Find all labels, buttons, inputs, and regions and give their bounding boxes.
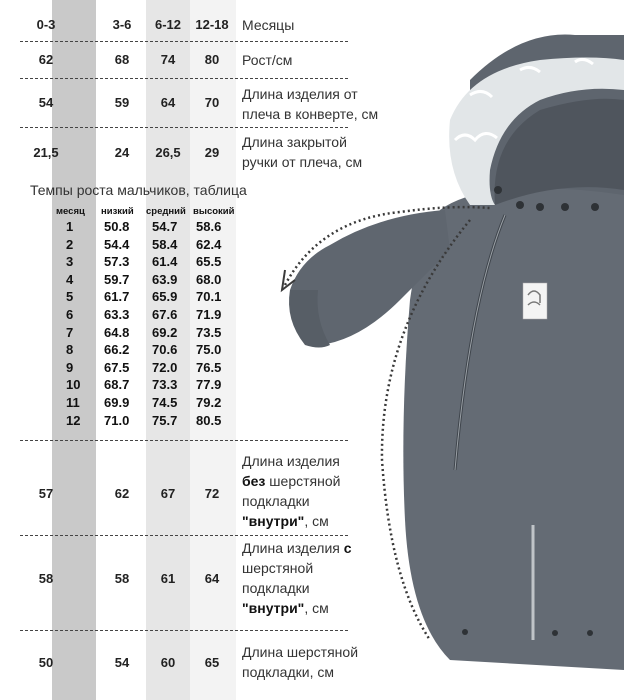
growth-table-cell: 75.0 bbox=[196, 342, 222, 358]
length-without-lining-cell: 62 bbox=[114, 486, 130, 501]
growth-table-cell: 71.0 bbox=[104, 412, 130, 428]
growth-table-cell: 11 bbox=[66, 395, 80, 410]
envelope-length-cell: 54 bbox=[38, 95, 54, 110]
size-cell: 12-18 bbox=[195, 17, 229, 32]
size-cell: 3-6 bbox=[112, 17, 132, 32]
mitten-length-cell: 21,5 bbox=[33, 145, 59, 160]
growth-table-cell: 58.6 bbox=[196, 219, 222, 234]
lining-length-cell: 50 bbox=[38, 655, 54, 670]
growth-table-cell: 65.5 bbox=[196, 254, 222, 270]
lining-length-cell: 60 bbox=[160, 655, 176, 670]
growth-header-mid: средний bbox=[146, 206, 186, 217]
height-cell: 68 bbox=[114, 52, 130, 67]
mitten-length-label: Длина закрытой ручки от плеча, см bbox=[242, 134, 363, 170]
mitten-length-cell: 29 bbox=[204, 145, 220, 160]
growth-table-cell: 67.5 bbox=[104, 359, 130, 375]
separator bbox=[20, 630, 348, 631]
envelope-length-cell: 64 bbox=[160, 95, 176, 110]
growth-table-cell: 9 bbox=[66, 359, 74, 375]
separator bbox=[20, 440, 348, 441]
length-with-lining-cell: 58 bbox=[114, 571, 130, 586]
mitten-length-cell: 26,5 bbox=[155, 145, 181, 160]
length-without-lining-cell: 67 bbox=[160, 486, 176, 501]
growth-table-cell: 69.2 bbox=[152, 324, 178, 340]
growth-header-low: низкий bbox=[101, 206, 134, 217]
growth-table-cell: 3 bbox=[66, 254, 74, 270]
growth-table-cell: 58.4 bbox=[152, 236, 178, 252]
growth-table-cell: 68.7 bbox=[104, 377, 130, 393]
separator bbox=[20, 41, 348, 42]
growth-table-cell: 70.1 bbox=[196, 289, 222, 305]
growth-table-cell: 59.7 bbox=[104, 271, 130, 287]
lining-length-cell: 65 bbox=[204, 655, 220, 670]
length-with-lining-cell: 64 bbox=[204, 571, 220, 586]
growth-table-cell: 64.8 bbox=[104, 324, 130, 340]
length-with-lining-cell: 61 bbox=[160, 571, 176, 586]
mitten-length-cell: 24 bbox=[114, 145, 130, 160]
growth-table-cell: 70.6 bbox=[152, 342, 178, 358]
growth-table-cell: 66.2 bbox=[104, 342, 130, 358]
growth-table-cell: 10 bbox=[66, 377, 81, 393]
separator bbox=[20, 127, 348, 128]
growth-header-high: высокий bbox=[193, 206, 235, 217]
growth-table-cell: 62.4 bbox=[196, 236, 222, 252]
separator bbox=[20, 535, 348, 536]
size-cell: 6-12 bbox=[154, 17, 182, 32]
size-cell: 0-3 bbox=[36, 17, 56, 32]
height-cell: 62 bbox=[38, 52, 54, 67]
height-label: Рост/см bbox=[242, 52, 293, 68]
sizes-label: Месяцы bbox=[242, 17, 295, 33]
growth-table-cell: 5 bbox=[66, 289, 74, 305]
growth-table-cell: 74.5 bbox=[152, 395, 178, 410]
growth-table-cell: 69.9 bbox=[104, 395, 130, 410]
growth-table-cell: 4 bbox=[66, 271, 74, 287]
growth-table-cell: 80.5 bbox=[196, 412, 222, 428]
separator bbox=[20, 78, 348, 79]
growth-table-cell: 6 bbox=[66, 307, 74, 322]
growth-table-cell: 12 bbox=[66, 412, 81, 428]
growth-table-cell: 2 bbox=[66, 236, 74, 252]
envelope-length-label: Длина изделия от плеча в конверте, см bbox=[242, 86, 379, 122]
growth-table-cell: 54.7 bbox=[152, 219, 178, 234]
growth-table-cell: 63.9 bbox=[152, 271, 178, 287]
length-without-lining-label: Длина изделия без шерстяной подкладки "внутри", см bbox=[242, 453, 341, 529]
lining-length-label: Длина шерстяной подкладки, см bbox=[242, 644, 359, 680]
length-without-lining-cell: 57 bbox=[38, 486, 54, 501]
growth-table-cell: 61.4 bbox=[152, 254, 178, 270]
length-with-lining-label: Длина изделия с шерстяной подкладки "внутри", см bbox=[242, 540, 352, 616]
growth-table-cell: 50.8 bbox=[104, 219, 130, 234]
growth-table-cell: 68.0 bbox=[196, 271, 222, 287]
growth-header-month: месяц bbox=[56, 206, 85, 217]
envelope-length-cell: 70 bbox=[204, 95, 220, 110]
growth-table-cell: 8 bbox=[66, 342, 74, 358]
growth-table-cell: 61.7 bbox=[104, 289, 130, 305]
growth-table-cell: 65.9 bbox=[152, 289, 178, 305]
growth-table-cell: 77.9 bbox=[196, 377, 222, 393]
growth-table-cell: 57.3 bbox=[104, 254, 130, 270]
growth-table-cell: 1 bbox=[66, 219, 74, 234]
growth-table-cell: 71.9 bbox=[196, 307, 222, 322]
growth-table-cell: 79.2 bbox=[196, 395, 222, 410]
growth-table-cell: 73.5 bbox=[196, 324, 222, 340]
growth-table-cell: 54.4 bbox=[104, 236, 130, 252]
lining-length-cell: 54 bbox=[114, 655, 130, 670]
growth-table-cell: 76.5 bbox=[196, 359, 222, 375]
growth-table-cell: 63.3 bbox=[104, 307, 130, 322]
height-cell: 74 bbox=[160, 52, 176, 67]
growth-table-cell: 67.6 bbox=[152, 307, 178, 322]
envelope-length-cell: 59 bbox=[114, 95, 130, 110]
growth-table-cell: 7 bbox=[66, 324, 74, 340]
growth-table-cell: 72.0 bbox=[152, 359, 178, 375]
length-without-lining-cell: 72 bbox=[204, 486, 220, 501]
growth-table-cell: 75.7 bbox=[152, 412, 178, 428]
length-with-lining-cell: 58 bbox=[38, 571, 54, 586]
growth-table-cell: 73.3 bbox=[152, 377, 178, 393]
height-cell: 80 bbox=[204, 52, 220, 67]
growth-table-title: Темпы роста мальчиков, таблица bbox=[30, 182, 247, 198]
